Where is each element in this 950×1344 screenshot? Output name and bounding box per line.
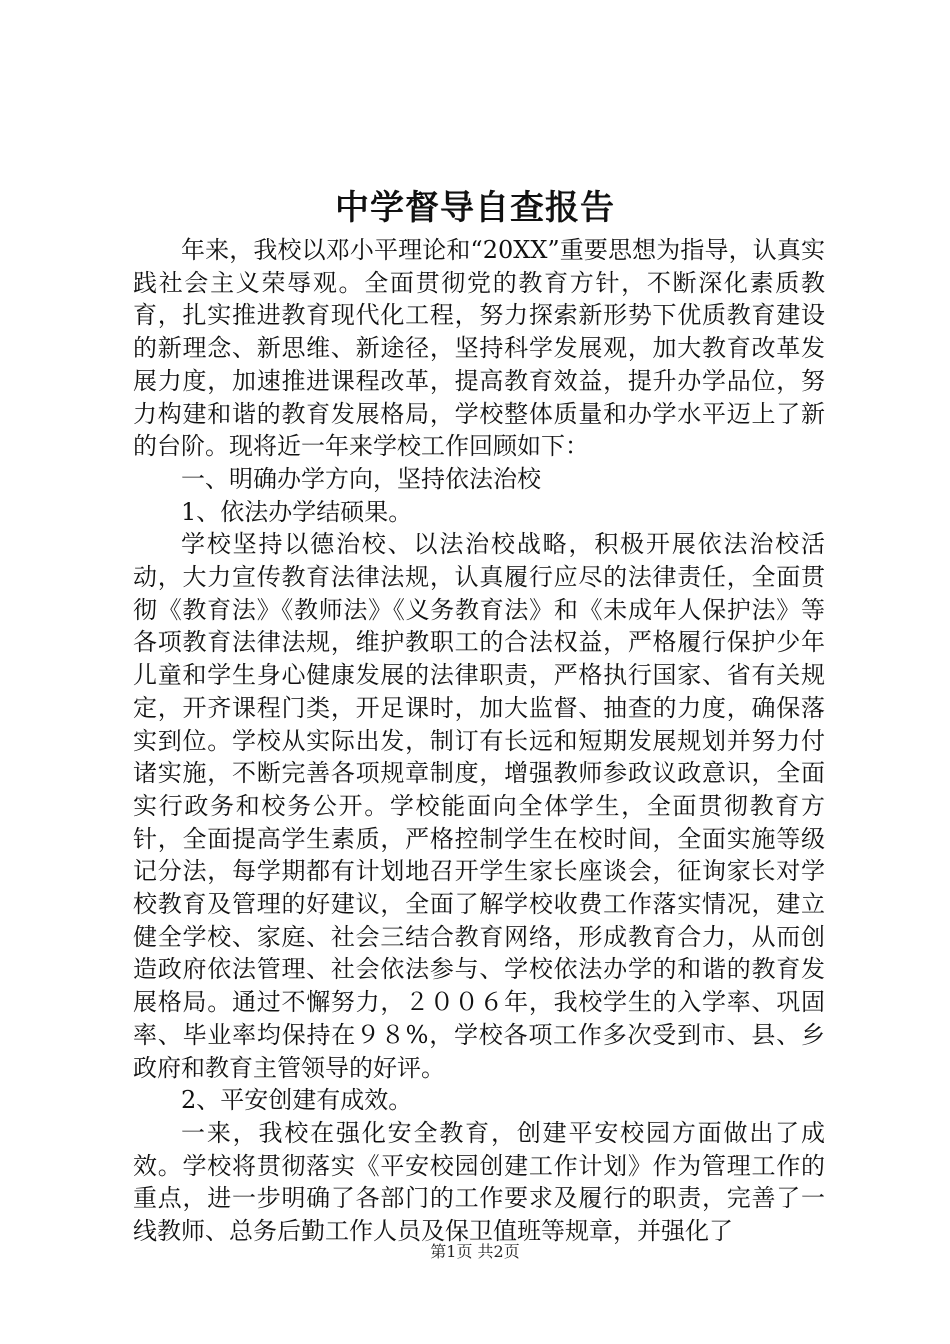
section-heading-1: 一、明确办学方向，坚持依法治校 (181, 464, 541, 493)
paragraph-safe-campus: 一来，我校在强化安全教育，创建平安校园方面做出了成效。学校将贯彻落实《平安校园创建工作计划》作为管理工作的重点，进一步明确了各部门的工作要求及履行的职责，完善了一线教师、总务后勤工作人员及保卫值班等规章，并强化了 (133, 1118, 825, 1246)
document-title: 中学督导自查报告 (335, 188, 615, 228)
subsection-heading-2: 2、平安创建有成效。 (181, 1086, 413, 1115)
subsection-heading-1: 1、依法办学结硕果。 (181, 497, 413, 526)
document-body (133, 234, 825, 1248)
page-footer: 第1页 共2页 (430, 1242, 520, 1261)
paragraph-rule-of-law: 学校坚持以德治校、以法治校战略，积极开展依法治校活动，大力宣传教育法律法规，认真履行应尽的法律责任，全面贯彻《教育法》《教师法》《义务教育法》和《未成年人保护法》等各项教育法律法规，维护教职工的合法权益，严格履行保护少年儿童和学生身心健康发展的法律职责，严格执行国家、省有关规定，开齐课程门类，开足课时，加大监督、抽查的力度，确保落实到位。学校从实际出发，制订有长远和短期发展规划并努力付诸实施，不断完善各项规章制度，增强教师参政议政意识，全面实行政务和校务公开。学校能面向全体学生，全面贯彻教育方针，全面提高学生素质，严格控制学生在校时间，全面实施等级记分法，每学期都有计划地召开学生家长座谈会，征询家长对学校教育及管理的好建议，全面了解学校收费工作落实情况，建立健全学校、家庭、社会三结合教育网络，形成教育合力，从而创造政府依法管理、社会依法参与、学校依法办学的和谐的教育发展格局。通过不懈努力，２００６年，我校学生的入学率、巩固率、毕业率均保持在９８%，学校各项工作多次受到市、县、乡政府和教育主管领导的好评。 (133, 530, 825, 1082)
paragraph-intro: 年来，我校以邓小平理论和“20XX”重要思想为指导，认真实践社会主义荣辱观。全面贯彻党的教育方针，不断深化素质教育，扎实推进教育现代化工程，努力探索新形势下优质教育建设的新理念、新思维、新途径，坚持科学发展观，加大教育改革发展力度，加速推进课程改革，提高教育效益，提升办学品位，努力构建和谐的教育发展格局，学校整体质量和办学水平迈上了新的台阶。现将近一年来学校工作回顾如下： (133, 236, 825, 461)
